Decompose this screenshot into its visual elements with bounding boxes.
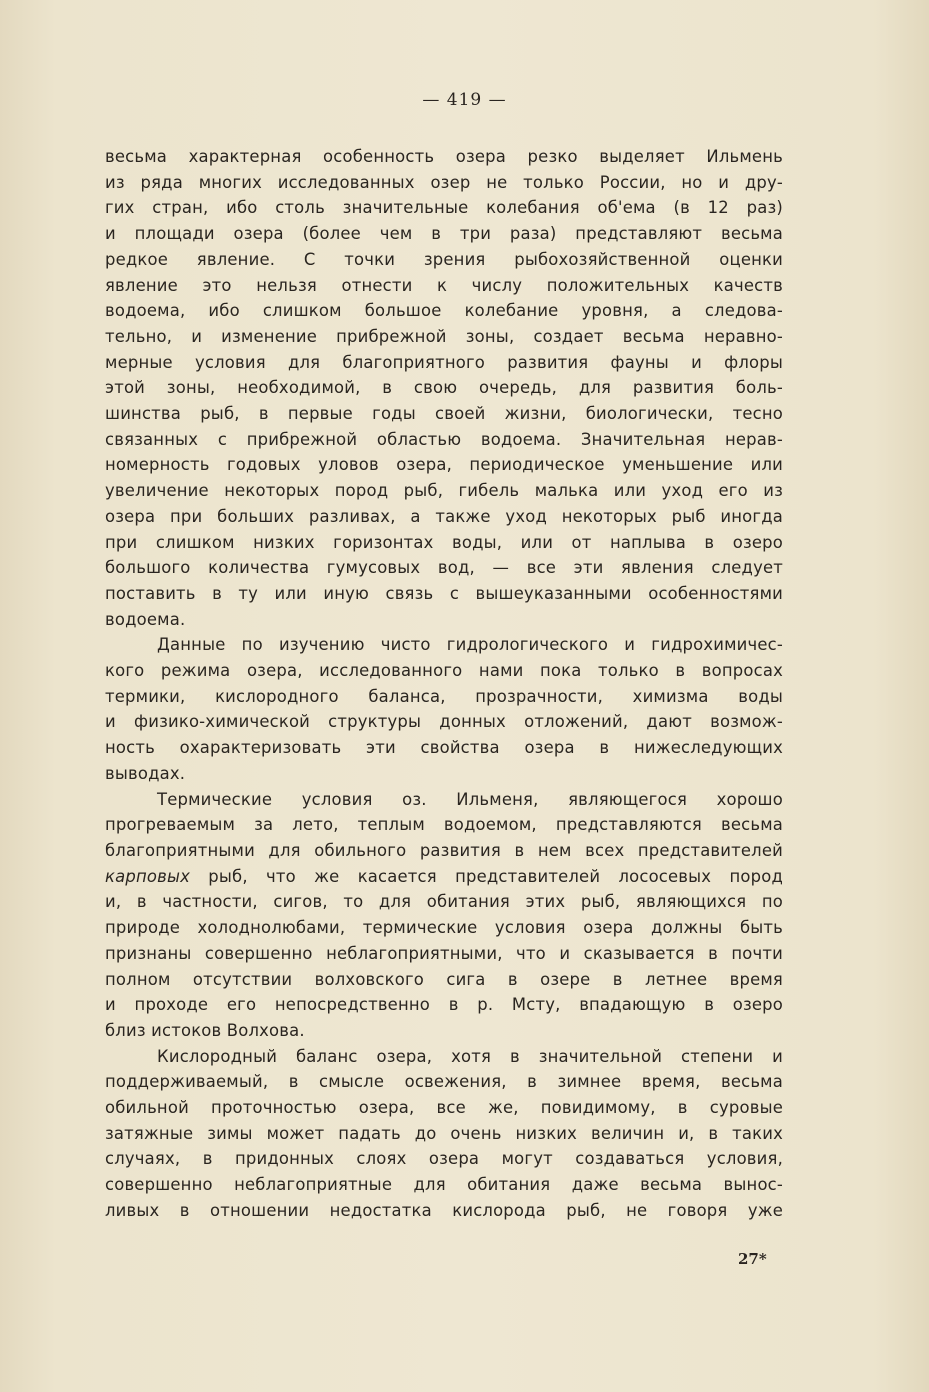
paragraph — [105, 632, 783, 786]
text-line: совершенно неблагоприятные для обитания даже весьма вынос- — [105, 1175, 783, 1195]
line-text: рыб, что же касается представителей лососевых пород — [190, 866, 783, 886]
text-line: водоема, ибо слишком большое колебание уровня, а следова- — [105, 301, 783, 321]
text-line: Термические условия оз. Ильменя, являющегося хорошо — [157, 789, 783, 809]
text-line: благоприятными для обильного развития в нем всех представителей — [105, 840, 783, 860]
signature-mark: 27* — [738, 1250, 767, 1268]
paragraph — [105, 144, 783, 632]
text-line: и, в частности, сигов, то для обитания этих рыб, являющихся по — [105, 892, 783, 912]
text-line: и физико-химической структуры донных отложений, дают возмож- — [105, 712, 783, 732]
text-line: и проходе его непосредственно в р. Мсту, впадающую в озеро — [105, 995, 783, 1015]
text-line: природе холоднолюбами, термические условия озера должны быть — [105, 918, 783, 938]
text-line: тельно, и изменение прибрежной зоны, создает весьма неравно- — [105, 326, 783, 346]
text-line: поддерживаемый, в смысле освежения, в зимнее время, весьма — [105, 1072, 783, 1092]
text-line: из ряда многих исследованных озер не только России, но и дру- — [105, 172, 783, 192]
body-text — [105, 144, 783, 1224]
text-line: большого количества гумусовых вод, — все эти явления следует — [105, 558, 783, 578]
text-line: поставить в ту или иную связь с вышеуказанными особенностями — [105, 583, 783, 603]
text-line: весьма характерная особенность озера резко выделяет Ильмень — [105, 147, 783, 166]
text-line: выводах. — [105, 763, 186, 783]
text-line: увеличение некоторых пород рыб, гибель малька или уход его из — [105, 481, 783, 501]
text-line: ность охарактеризовать эти свойства озера в нижеследующих — [105, 738, 783, 758]
italic-term: карповых — [105, 866, 190, 886]
text-line: гих стран, ибо столь значительные колебания об'ема (в 12 раз) — [105, 198, 783, 218]
text-line: полном отсутствии волховского сига в озере в летнее время — [105, 969, 783, 989]
text-line: этой зоны, необходимой, в свою очередь, для развития боль- — [105, 378, 783, 398]
text-line: редкое явление. С точки зрения рыбохозяйственной оценки — [105, 249, 783, 269]
text-line: близ истоков Волхова. — [105, 1020, 305, 1040]
text-line: Кислородный баланс озера, хотя в значительной степени и — [157, 1046, 783, 1066]
text-line: номерность годовых уловов озера, периодическое уменьшение или — [105, 455, 783, 475]
page-number: — 419 — — [422, 90, 507, 110]
text-line: явление это нельзя отнести к числу положительных качеств — [105, 275, 783, 295]
text-line: прогреваемым за лето, теплым водоемом, представляются весьма — [105, 815, 783, 835]
paragraph — [105, 787, 783, 1044]
text-line — [105, 864, 783, 890]
text-line: мерные условия для благоприятного развития фауны и флоры — [105, 352, 783, 372]
text-line: связанных с прибрежной областью водоема. Значительная нерав- — [105, 429, 783, 449]
text-line: случаях, в придонных слоях озера могут создаваться условия, — [105, 1149, 783, 1169]
text-line: озера при больших разливах, а также уход некоторых рыб иногда — [105, 506, 783, 526]
text-line: при слишком низких горизонтах воды, или от наплыва в озеро — [105, 532, 783, 552]
text-line: кого режима озера, исследованного нами пока только в вопросах — [105, 661, 783, 681]
text-line: ливых в отношении недостатка кислорода рыб, не говоря уже — [105, 1200, 783, 1220]
text-line: водоема. — [105, 609, 186, 629]
text-line: термики, кислородного баланса, прозрачности, химизма воды — [105, 686, 783, 706]
text-line: и площади озера (более чем в три раза) представляют весьма — [105, 224, 783, 244]
paragraph — [105, 1044, 783, 1224]
text-line: затяжные зимы может падать до очень низких величин и, в таких — [105, 1123, 783, 1143]
text-line: обильной проточностью озера, все же, повидимому, в суровые — [105, 1098, 783, 1118]
text-line: признаны совершенно неблагоприятными, что и сказывается в почти — [105, 943, 783, 963]
text-line: шинства рыб, в первые годы своей жизни, биологически, тесно — [105, 404, 783, 424]
text-line: Данные по изучению чисто гидрологического и гидрохимичес- — [157, 635, 783, 655]
